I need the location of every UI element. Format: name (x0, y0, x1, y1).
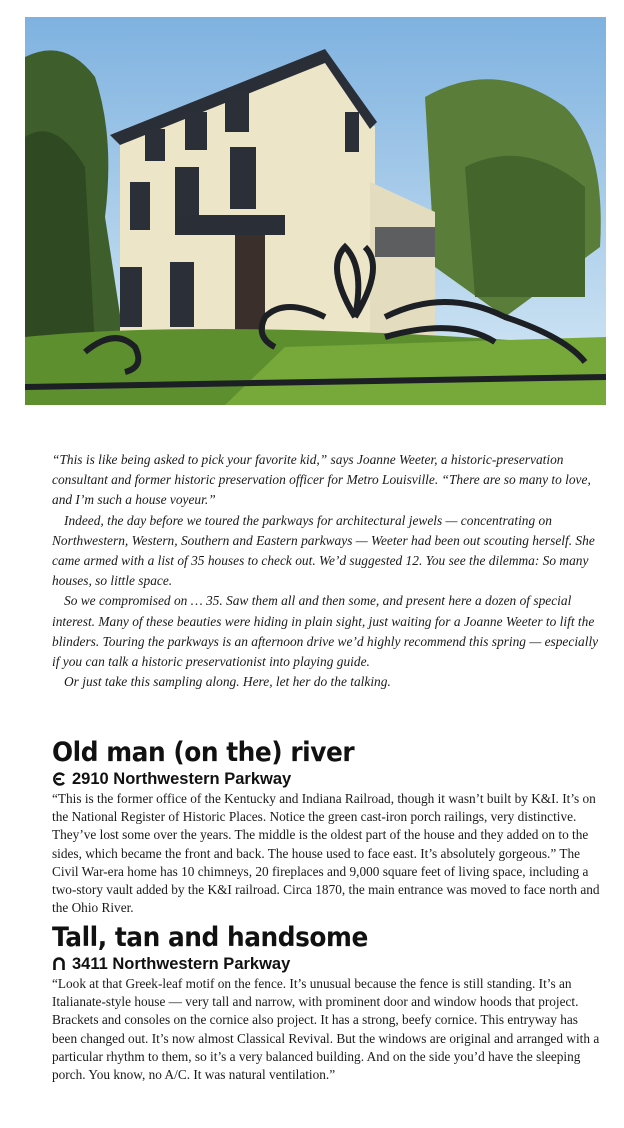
map-marker-c-icon (52, 772, 66, 786)
map-marker-arch-icon (52, 957, 66, 971)
entry-title: Tall, tan and handsome (52, 922, 368, 953)
intro-paragraph: “This is like being asked to pick your favorite kid,” says Joanne Weeter, a historic-preservation consultant and former historic preservation officer for Metro Louisville. “There are so many to love, and I’m such a house voyeur.” (52, 452, 591, 508)
address-text: 2910 Northwestern Parkway (72, 770, 292, 788)
entry-title: Old man (on the) river (52, 737, 355, 768)
house-entry (52, 922, 600, 1084)
intro-paragraph: Or just take this sampling along. Here, let her do the talking. (64, 674, 391, 690)
intro-paragraph: Indeed, the day before we toured the parkways for architectural jewels — concentrating on Northwestern, Western, Southern and Eastern parkways — Weeter had been out scouting herself. She came armed with a list of 35 houses to check out. We’d suggested 12. You see the dilemma: So many houses, so little space. (52, 512, 595, 589)
intro-text (52, 450, 600, 692)
entry-body: “Look at that Greek-leaf motif on the fence. It’s unusual because the fence is still standing. It’s an Italianate-style house — very tall and narrow, with prominent door and window hoods that project. Brackets and consoles on the cornice also project. It has a strong, beefy cornice. This entryway has been changed out. It’s now almost Classical Revival. But the windows are original and arranged with a particular rhythm to them, so it’s a very balanced building. And on the side you’d have the sleeping porch. You know, no A/C. It was natural ventilation.” (52, 976, 600, 1083)
italianate-house-illustration (25, 17, 606, 405)
address-text: 3411 Northwestern Parkway (72, 955, 291, 973)
entry-address (52, 954, 600, 974)
intro-paragraph: So we compromised on … 35. Saw them all and then some, and present here a dozen of special interest. Many of these beauties were hiding in plain sight, just waiting for a Joanne Weeter to lift the blinders. Touring the parkways is an afternoon drive we’d highly recommend this spring — especially if you can talk a historic preservationist into playing guide. (52, 593, 599, 670)
house-photo (25, 17, 606, 405)
entry-address (52, 769, 600, 789)
entry-body: “This is the former office of the Kentucky and Indiana Railroad, though it wasn’t built by K&I. It’s on the National Register of Historic Places. Notice the green cast-iron porch railings, very distinctive. They’ve lost some over the years. The middle is the oldest part of the house and they added on to the sides, which became the front and back. The house used to face east. It’s absolutely gorgeous.” The Civil War-era home has 10 chimneys, 20 fireplaces and 9,000 square feet of living space, including a two-story vault added by the K&I railroad. Circa 1870, the main entrance was moved to face north and the Ohio River. (52, 791, 600, 916)
house-entry (52, 737, 600, 917)
